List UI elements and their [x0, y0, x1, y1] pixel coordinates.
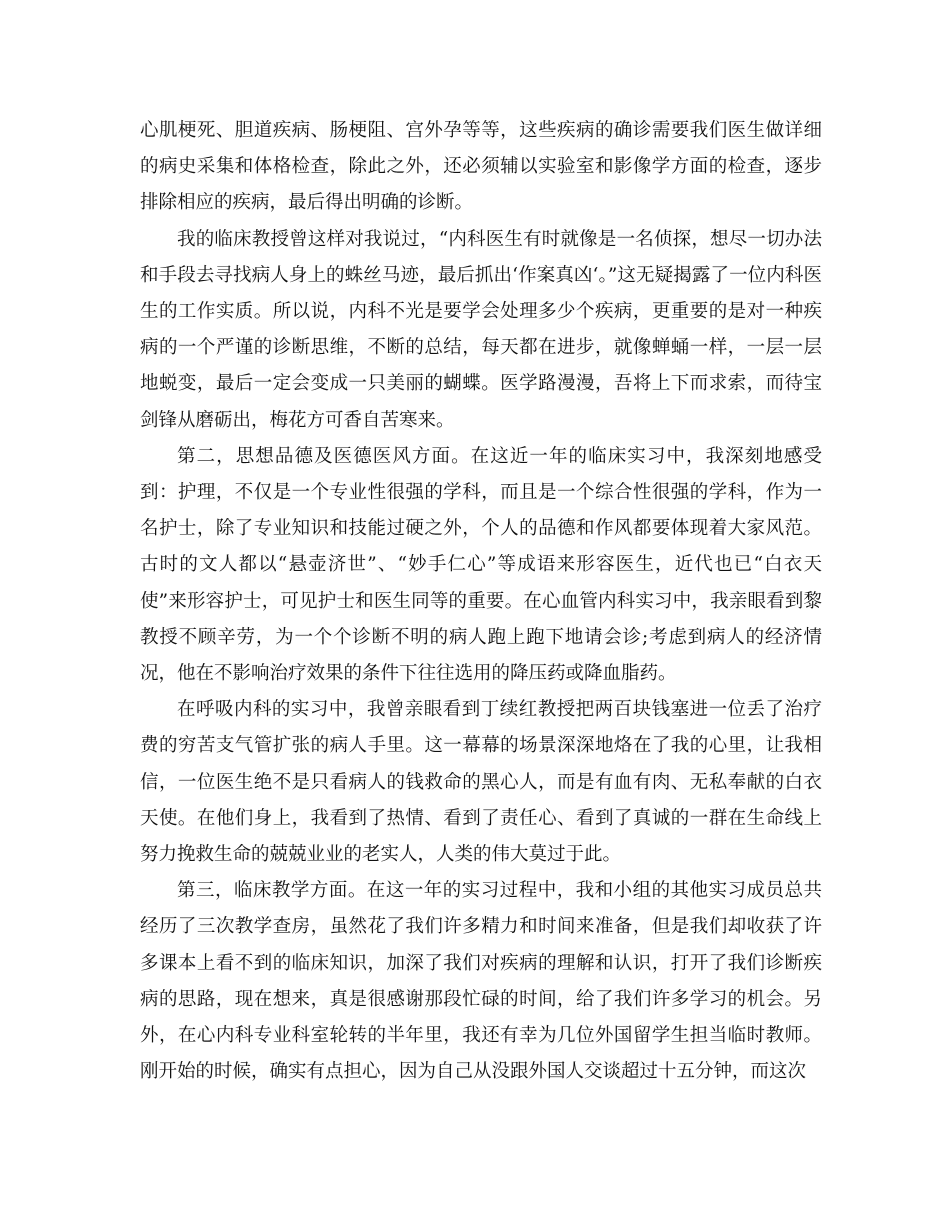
paragraph-3: 第二，思想品德及医德医风方面。在这近一年的临床实习中，我深刻地感受到：护理，不仅是一个专业性很强的学科，而且是一个综合性很强的学科，作为一名护士，除了专业知识和技能过硬之外，个人的品德和作风都要体现着大家风范。古时的文人都以“悬壶济世”、“妙手仁心”等成语来形容医生，近代也已“白衣天使”来形容护士，可见护士和医生同等的重要。在心血管内科实习中，我亲眼看到黎教授不顾辛劳，为一个个诊断不明的病人跑上跑下地请会诊;考虑到病人的经济情况，他在不影响治疗效果的条件下往往选用的降压药或降血脂药。	[140, 445, 822, 685]
document-body	[140, 113, 822, 1090]
paragraph-2: 我的临床教授曾这样对我说过，“内科医生有时就像是一名侦探，想尽一切办法和手段去寻找病人身上的蛛丝马迹，最后抓出‘作案真凶‘。”这无疑揭露了一位内科医生的工作实质。所以说，内科不光是要学会处理多少个疾病，更重要的是对一种疾病的一个严谨的诊断思维，不断的总结，每天都在进步，就像蝉蛹一样，一层一层地蜕变，最后一定会变成一只美丽的蝴蝶。医学路漫漫，吾将上下而求索，而待宝剑锋从磨砺出，梅花方可香自苦寒来。	[140, 228, 822, 431]
paragraph-4: 在呼吸内科的实习中，我曾亲眼看到丁续红教授把两百块钱塞进一位丢了治疗费的穷苦支气管扩张的病人手里。这一幕幕的场景深深地烙在了我的心里，让我相信，一位医生绝不是只看病人的钱救命的黑心人，而是有血有肉、无私奉献的白衣天使。在他们身上，我看到了热情、看到了责任心、看到了真诚的一群在生命线上努力挽救生命的兢兢业业的老实人，人类的伟大莫过于此。	[140, 699, 822, 866]
paragraph-5: 第三，临床教学方面。在这一年的实习过程中，我和小组的其他实习成员总共经历了三次教学查房，虽然花了我们许多精力和时间来准备，但是我们却收获了许多课本上看不到的临床知识，加深了我们对疾病的理解和认识，打开了我们诊断疾病的思路，现在想来，真是很感谢那段忙碌的时间，给了我们许多学习的机会。另外，在心内科专业科室轮转的半年里，我还有幸为几位外国留学生担当临时教师。刚开始的时候，确实有点担心，因为自己从没跟外国人交谈超过十五分钟，而这次	[140, 880, 822, 1083]
paragraph-1: 心肌梗死、胆道疾病、肠梗阻、宫外孕等等，这些疾病的确诊需要我们医生做详细的病史采集和体格检查，除此之外，还必须辅以实验室和影像学方面的检查，逐步排除相应的疾病，最后得出明确的诊断。	[140, 120, 822, 214]
